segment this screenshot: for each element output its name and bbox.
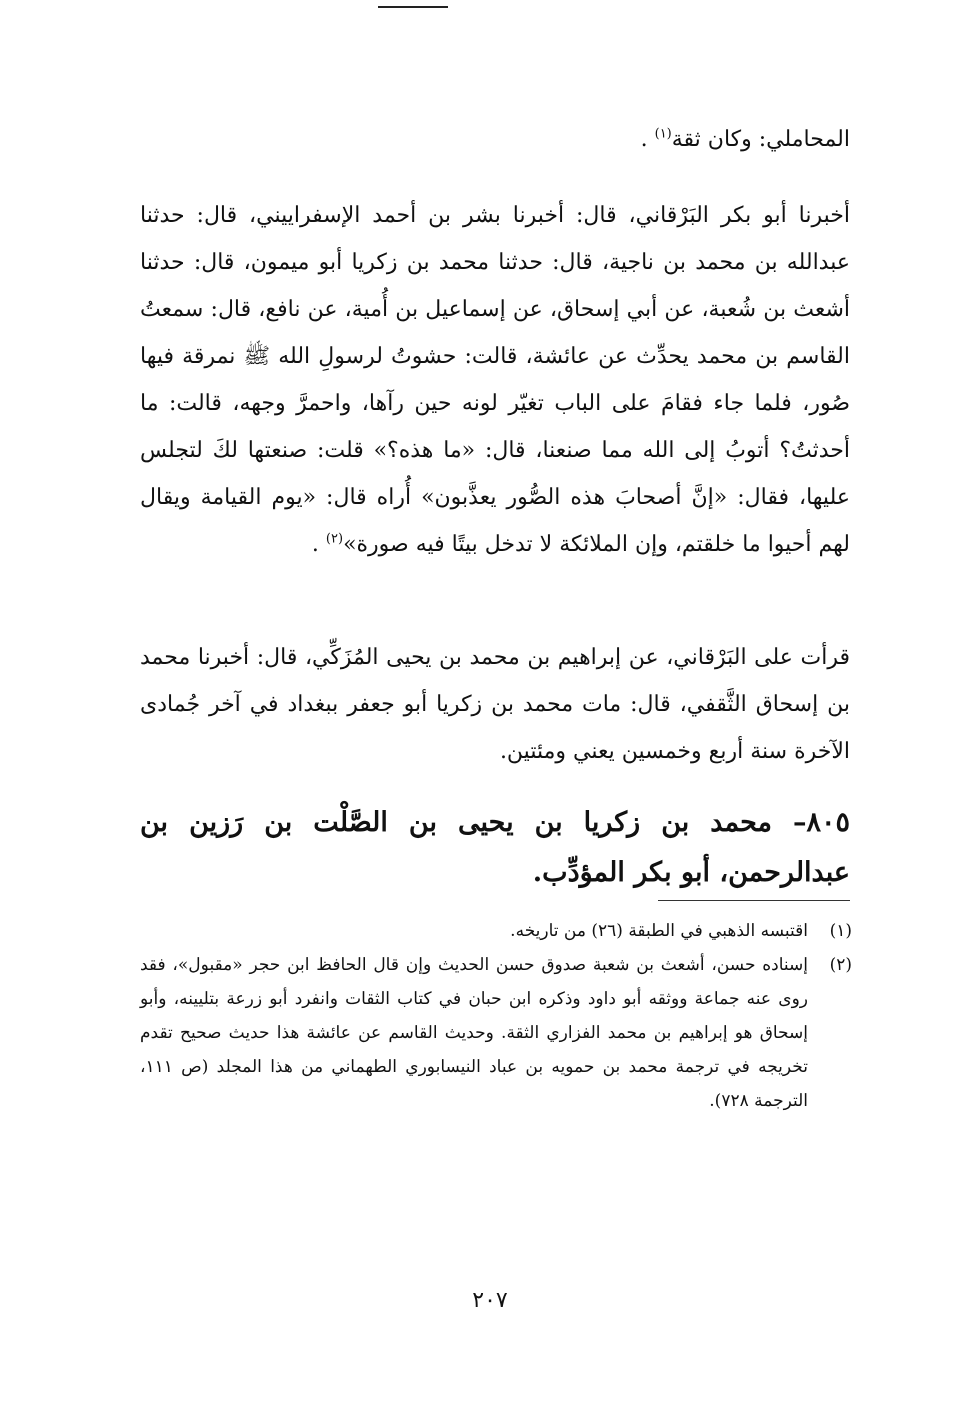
top-decorative-rule	[378, 6, 448, 8]
footnote-ref-1: (١)	[654, 126, 672, 142]
opening-line	[140, 116, 850, 163]
hadith-paragraph-text: أخبرنا أبو بكر البَرْقاني، قال: أخبرنا بشر بن أحمد الإسفراييني، قال: حدثنا عبدالله بن محمد بن ناجية، قال: حدثنا محمد بن زكريا أبو ميمون، قال: حدثنا أشعث بن شُعبة، عن أبي إسحاق، عن إسماعيل بن أُمية، عن نافع، قال: سمعتُ القاسم بن محمد يحدِّث عن عائشة، قالت: حشوتُ لرسولِ الله ﷺ نمرقة فيها صُور، فلما جاء فقامَ على الباب تغيّر لونه حين رآها، واحمرَّ وجهه، قالت: ما أحدثتُ؟ أتوبُ إلى الله مما صنعنا، قال: «ما هذه؟» قلت: صنعتها لكَ لتجلس عليها، فقال: «إنَّ أصحابَ هذه الصُّور يعذَّبون» أُراه قال: «يوم القيامة ويقال لهم أحيوا ما خلقتم، وإن الملائكة لا تدخل بيتًا فيه صورة»	[140, 203, 851, 557]
footnote-2	[140, 948, 852, 1118]
hadith-paragraph-end: .	[311, 532, 319, 557]
footnotes	[140, 914, 852, 1118]
page-number: ٢٠٧	[472, 1288, 508, 1313]
death-date-paragraph: قرأت على البَرْقاني، عن إبراهيم بن محمد بن يحيى المُزَكِّي، قال: أخبرنا محمد بن إسحاق الثَّقفي، قال: مات محمد بن زكريا أبو جعفر ببغداد في آخر جُمادى الآخرة سنة أربع وخمسين يعني ومئتين.	[140, 645, 850, 764]
footnote-separator	[658, 900, 850, 901]
footnote-1-number: (١)	[829, 921, 852, 941]
footnote-ref-2: (٢)	[325, 531, 344, 547]
footnote-2-text: إسناده حسن، أشعث بن شعبة صدوق حسن الحديث وإن قال الحافظ ابن حجر «مقبول»، فقد روى عنه جماعة ووثقه أبو داود وذكره ابن حبان في كتاب الثقات وانفرد أبو زرعة بتليينه، وأبو إسحاق هو إبراهيم بن محمد الفزاري الثقة. وحديث القاسم عن عائشة هذا حديث صحيح تقدم تخريجه في ترجمة محمد بن حمويه بن عباد النيسابوري الطهماني من هذا المجلد (ص ١١١، الترجمة ٧٢٨).	[140, 955, 808, 1111]
footnote-1-text: اقتبسه الذهبي في الطبقة (٢٦) من تاريخه.	[510, 921, 808, 941]
opening-line-text: المحاملي: وكان ثقة	[671, 127, 850, 152]
opening-line-end: .	[640, 127, 648, 152]
footnote-2-number: (٢)	[829, 955, 852, 975]
hadith-paragraph	[140, 192, 850, 568]
footnote-1	[140, 914, 852, 948]
entry-heading: ٨٠٥– محمد بن زكريا بن يحيى بن الصَّلْت بن رَزين بن عبدالرحمن، أبو بكر المؤدِّب.	[140, 807, 850, 888]
